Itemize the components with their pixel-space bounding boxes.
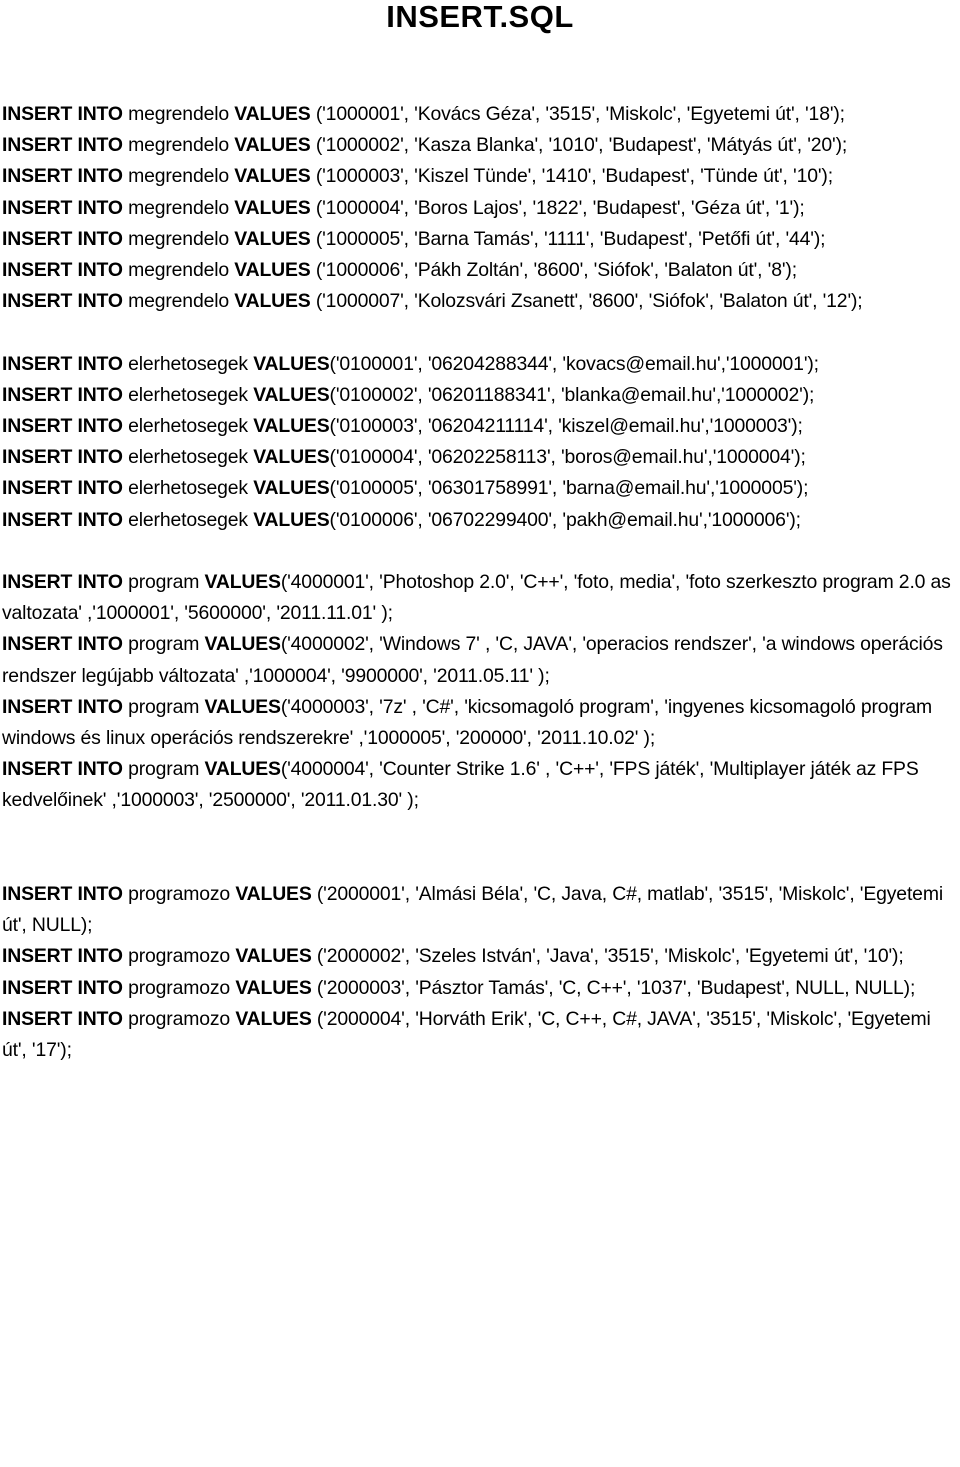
keyword-values: VALUES: [253, 383, 330, 406]
statement-values: ('4000004', 'Counter Strike 1.6' , 'C++', 'FPS játék', 'Multiplayer játék az FPS kedvelőinek' ,'1000003', '2500000', '2011.01.30' );: [2, 758, 919, 812]
statement-values: ('2000004', 'Horváth Erik', 'C, C++, C#, JAVA', '3515', 'Miskolc', 'Egyetemi út', '17');: [2, 1007, 931, 1062]
statement-values: ('1000002', 'Kasza Blanka', '1010', 'Budapest', 'Mátyás út', '20');: [315, 134, 848, 157]
keyword-values: VALUES: [204, 695, 281, 718]
sql-statement: [2, 941, 952, 972]
table-name: megrendelo: [128, 103, 230, 125]
keyword-into: INTO: [77, 227, 123, 250]
keyword-insert: INSERT: [2, 477, 73, 500]
sql-statement: [2, 629, 952, 691]
table-name: elerhetosegek: [128, 352, 248, 375]
table-name: program: [128, 571, 200, 594]
keyword-into: INTO: [77, 196, 123, 219]
keyword-values: VALUES: [234, 165, 311, 188]
keyword-insert: INSERT: [2, 383, 73, 406]
sql-statement: [2, 567, 952, 629]
keyword-into: INTO: [77, 508, 123, 531]
keyword-values: VALUES: [235, 945, 312, 968]
keyword-insert: INSERT: [2, 883, 73, 906]
table-name: programozo: [128, 976, 231, 999]
keyword-insert: INSERT: [2, 571, 73, 594]
keyword-into: INTO: [77, 758, 123, 781]
keyword-into: INTO: [77, 945, 123, 968]
sql-statement: [2, 193, 952, 224]
sql-statement: [2, 224, 952, 255]
keyword-into: INTO: [77, 571, 123, 594]
table-name: elerhetosegek: [128, 383, 248, 406]
table-name: programozo: [128, 883, 231, 906]
table-name: megrendelo: [128, 165, 230, 188]
sql-statement: [2, 754, 952, 816]
keyword-insert: INSERT: [2, 352, 73, 375]
keyword-values: VALUES: [235, 883, 312, 906]
keyword-values: VALUES: [235, 1007, 312, 1030]
keyword-values: VALUES: [204, 633, 281, 656]
keyword-insert: INSERT: [2, 196, 73, 219]
keyword-insert: INSERT: [2, 945, 73, 968]
keyword-into: INTO: [77, 290, 123, 313]
keyword-values: VALUES: [253, 446, 330, 469]
statement-values: ('0100002', '06201188341', 'blanka@email.hu','1000002');: [329, 383, 815, 406]
keyword-into: INTO: [77, 633, 123, 656]
statement-values: ('2000003', 'Pásztor Tamás', 'C, C++', '1037', 'Budapest', NULL, NULL);: [316, 976, 916, 999]
table-name: elerhetosegek: [128, 446, 248, 469]
keyword-values: VALUES: [253, 352, 330, 375]
sql-statement: [2, 286, 952, 317]
keyword-values: VALUES: [253, 477, 330, 500]
statement-values: ('1000003', 'Kiszel Tünde', '1410', 'Budapest', 'Tünde út', '10');: [315, 165, 833, 188]
sql-statement: [2, 99, 952, 130]
keyword-values: VALUES: [234, 290, 311, 313]
statement-values: ('0100005', '06301758991', 'barna@email.hu','1000005');: [329, 477, 809, 500]
table-name: program: [128, 633, 200, 656]
table-name: megrendelo: [128, 290, 230, 313]
sql-statement: [2, 1004, 952, 1066]
statement-values: ('4000003', '7z' , 'C#', 'kicsomagoló program', 'ingyenes kicsomagoló program windows és linux operációs rendszerekre' ,'1000005', '200000', '2011.10.02' );: [2, 695, 933, 750]
statement-values: ('1000006', 'Pákh Zoltán', '8600', 'Siófok', 'Balaton út', '8');: [315, 259, 797, 282]
keyword-into: INTO: [77, 446, 123, 469]
section-spacer: [2, 317, 952, 348]
section-elerhetosegek: [2, 349, 952, 536]
keyword-into: INTO: [77, 352, 123, 375]
statement-values: ('1000005', 'Barna Tamás', '1111', 'Budapest', 'Petőfi út', '44');: [315, 227, 826, 250]
statement-values: ('4000002', 'Windows 7' , 'C, JAVA', 'operacios rendszer', 'a windows operációs rendszer legújabb változata' ,'1000004', '9900000', '2011.05.11' );: [2, 633, 943, 687]
keyword-into: INTO: [77, 165, 123, 188]
sql-statement: [2, 692, 952, 754]
section-programozo: [2, 879, 952, 1066]
sql-document: [2, 99, 952, 1066]
keyword-values: VALUES: [204, 758, 281, 781]
keyword-into: INTO: [77, 883, 123, 906]
keyword-values: VALUES: [234, 134, 311, 157]
keyword-values: VALUES: [235, 976, 312, 999]
statement-values: ('0100003', '06204211114', 'kiszel@email.hu','1000003');: [329, 415, 803, 438]
keyword-into: INTO: [77, 1007, 123, 1030]
keyword-insert: INSERT: [2, 508, 73, 531]
table-name: megrendelo: [128, 227, 230, 250]
table-name: program: [128, 695, 200, 718]
keyword-values: VALUES: [253, 508, 330, 531]
table-name: elerhetosegek: [128, 508, 248, 531]
keyword-insert: INSERT: [2, 415, 73, 438]
keyword-insert: INSERT: [2, 165, 73, 188]
table-name: programozo: [128, 1007, 231, 1030]
sql-statement: [2, 255, 952, 286]
keyword-into: INTO: [77, 103, 123, 125]
sql-statement: [2, 505, 952, 536]
keyword-into: INTO: [77, 477, 123, 500]
sql-statement: [2, 411, 952, 442]
table-name: megrendelo: [128, 259, 230, 282]
keyword-insert: INSERT: [2, 290, 73, 313]
keyword-insert: INSERT: [2, 1007, 73, 1030]
keyword-insert: INSERT: [2, 695, 73, 718]
keyword-into: INTO: [77, 695, 123, 718]
table-name: megrendelo: [128, 134, 230, 157]
table-name: programozo: [128, 945, 231, 968]
keyword-insert: INSERT: [2, 976, 73, 999]
keyword-values: VALUES: [253, 415, 330, 438]
keyword-into: INTO: [77, 259, 123, 282]
section-megrendelo: [2, 99, 952, 317]
keyword-insert: INSERT: [2, 103, 73, 125]
keyword-into: INTO: [77, 383, 123, 406]
keyword-insert: INSERT: [2, 633, 73, 656]
keyword-insert: INSERT: [2, 758, 73, 781]
statement-values: ('4000001', 'Photoshop 2.0', 'C++', 'foto, media', 'foto szerkeszto program 2.0 as valtozata' ,'1000001', '5600000', '2011.11.01' );: [2, 571, 951, 625]
statement-values: ('0100004', '06202258113', 'boros@email.hu','1000004');: [329, 446, 806, 469]
sql-statement: [2, 380, 952, 411]
table-name: program: [128, 758, 200, 781]
statement-values: ('1000004', 'Boros Lajos', '1822', 'Budapest', 'Géza út', '1');: [315, 196, 805, 219]
keyword-values: VALUES: [234, 196, 311, 219]
section-spacer: [2, 817, 952, 879]
sql-statement: [2, 473, 952, 504]
sql-statement: [2, 442, 952, 473]
keyword-insert: INSERT: [2, 227, 73, 250]
page-title: INSERT.SQL: [386, 0, 574, 34]
sql-statement: [2, 349, 952, 380]
keyword-insert: INSERT: [2, 259, 73, 282]
keyword-values: VALUES: [234, 259, 311, 282]
table-name: elerhetosegek: [128, 477, 248, 500]
section-spacer: [2, 536, 952, 567]
sql-statement: [2, 879, 952, 941]
statement-values: ('2000002', 'Szeles István', 'Java', '3515', 'Miskolc', 'Egyetemi út', '10');: [316, 945, 904, 968]
statement-values: ('0100001', '06204288344', 'kovacs@email.hu','1000001');: [329, 352, 819, 375]
keyword-into: INTO: [77, 134, 123, 157]
keyword-values: VALUES: [204, 571, 281, 594]
keyword-insert: INSERT: [2, 446, 73, 469]
keyword-into: INTO: [77, 415, 123, 438]
statement-values: ('1000001', 'Kovács Géza', '3515', 'Miskolc', 'Egyetemi út', '18');: [315, 103, 845, 125]
keyword-values: VALUES: [234, 227, 311, 250]
keyword-insert: INSERT: [2, 134, 73, 157]
keyword-into: INTO: [77, 976, 123, 999]
sql-statement: [2, 161, 952, 192]
sql-statement: [2, 130, 952, 161]
statement-values: ('1000007', 'Kolozsvári Zsanett', '8600', 'Siófok', 'Balaton út', '12');: [315, 290, 863, 313]
section-program: [2, 567, 952, 817]
statement-values: ('0100006', '06702299400', 'pakh@email.hu','1000006');: [329, 508, 801, 531]
sql-statement: [2, 973, 952, 1004]
table-name: megrendelo: [128, 196, 230, 219]
keyword-values: VALUES: [234, 103, 311, 125]
table-name: elerhetosegek: [128, 415, 248, 438]
statement-values: ('2000001', 'Almási Béla', 'C, Java, C#, matlab', '3515', 'Miskolc', 'Egyetemi út', NULL);: [2, 883, 943, 937]
